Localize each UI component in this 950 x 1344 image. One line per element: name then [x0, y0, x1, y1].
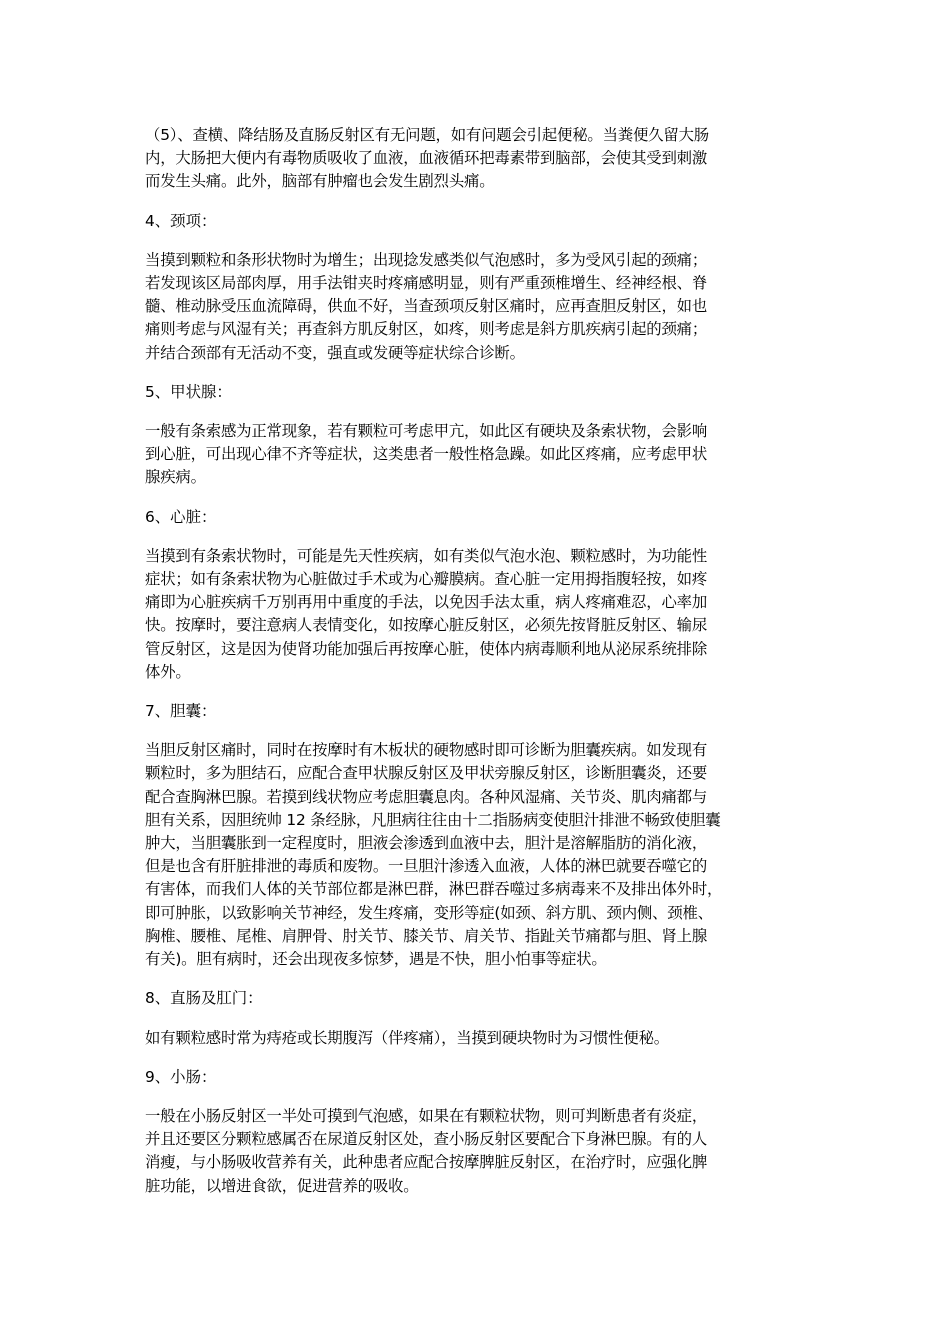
text-line: 一般有条索感为正常现象，若有颗粒可考虑甲亢，如此区有硬块及条索状物，会影响 — [145, 422, 708, 441]
text-line: 内，大肠把大便内有毒物质吸收了血液，血液循环把毒素带到脑部，会使其受到刺激 — [145, 149, 708, 168]
text-line: 消瘦，与小肠吸收营养有关，此种患者应配合按摩脾脏反射区，在治疗时，应强化脾 — [145, 1153, 708, 1172]
text-line: 痛则考虑与风湿有关；再查斜方肌反射区，如疼，则考虑是斜方肌疾病引起的颈痛； — [145, 320, 708, 339]
text-line: 症状；如有条索状物为心脏做过手术或为心瓣膜病。查心脏一定用拇指腹轻按，如疼 — [145, 570, 708, 589]
section-heading-neck — [145, 210, 808, 233]
text-line: 若发现该区局部肉厚，用手法钳夹时疼痛感明显，则有严重颈椎增生、经神经根、脊 — [145, 274, 708, 293]
text-line: 肿大，当胆囊胀到一定程度时，胆液会渗透到血液中去，胆汁是溶解脂肪的消化液， — [145, 834, 708, 853]
text-line: 有关)。胆有病时，还会出现夜多惊梦，遇是不快，胆小怕事等症状。 — [145, 950, 607, 969]
section-heading-small-intestine — [145, 1066, 808, 1089]
text-line: 有害体，而我们人体的关节部位都是淋巴群，淋巴群吞噬过多病毒来不及排出体外时， — [145, 880, 723, 899]
text-line: 管反射区，这是因为使肾功能加强后再按摩心脏，使体内病毒顺利地从泌尿系统排除 — [145, 639, 708, 658]
text-line: 髓、椎动脉受压血流障碍，供血不好，当查颈项反射区痛时，应再查胆反射区，如也 — [145, 297, 708, 316]
text-line: 并且还要区分颗粒感属否在尿道反射区处，查小肠反射区要配合下身淋巴腺。有的人 — [145, 1130, 708, 1149]
paragraph-colon-rectum — [145, 124, 808, 194]
text-line: 痛即为心脏疾病千万别再用中重度的手法，以免因手法太重，病人疼痛难忍，心率加 — [145, 593, 708, 612]
text-line: 腺疾病。 — [145, 468, 206, 487]
heading-text: 8、直肠及肛门： — [145, 989, 263, 1008]
paragraph-thyroid — [145, 420, 808, 490]
heading-text: 5、甲状腺： — [145, 382, 232, 401]
text-line: 即可肿胀，以致影响关节神经，发生疼痛，变形等症(如颈、斜方肌、颈内侧、颈椎、 — [145, 903, 713, 922]
text-line: 当摸到有条索状物时，可能是先天性疾病，如有类似气泡水泡、颗粒感时，为功能性 — [145, 546, 708, 565]
section-heading-rectum-anus — [145, 987, 808, 1010]
document-page — [145, 124, 808, 1214]
heading-text: 9、小肠： — [145, 1067, 217, 1086]
paragraph-gallbladder — [145, 739, 808, 971]
text-line: 当胆反射区痛时，同时在按摩时有木板状的硬物感时即可诊断为胆囊疾病。如发现有 — [145, 741, 708, 760]
paragraph-small-intestine — [145, 1105, 808, 1198]
section-heading-heart — [145, 506, 808, 529]
text-line: 而发生头痛。此外，脑部有肿瘤也会发生剧烈头痛。 — [145, 172, 495, 191]
text-line: 胆有关系，因胆统帅 12 条经脉，凡胆病往往由十二指肠病变使胆汁排泄不畅致使胆囊 — [145, 810, 721, 829]
paragraph-rectum-anus — [145, 1027, 808, 1050]
text-line: 颗粒时，多为胆结石，应配合查甲状腺反射区及甲状旁腺反射区，诊断胆囊炎，还要 — [145, 764, 708, 783]
text-line: 胸椎、腰椎、尾椎、肩胛骨、肘关节、膝关节、肩关节、指趾关节痛都与胆、肾上腺 — [145, 926, 708, 945]
text-line: 体外。 — [145, 662, 191, 681]
text-line: 到心脏，可出现心律不齐等症状，这类患者一般性格急躁。如此区疼痛，应考虑甲状 — [145, 445, 708, 464]
text-line: 并结合颈部有无活动不变，强直或发硬等症状综合诊断。 — [145, 343, 525, 362]
text-line: 一般在小肠反射区一半处可摸到气泡感，如果在有颗粒状物，则可判断患者有炎症， — [145, 1106, 708, 1125]
section-heading-gallbladder — [145, 700, 808, 723]
heading-text: 6、心脏： — [145, 507, 217, 526]
text-line: 快。按摩时，要注意病人表情变化，如按摩心脏反射区，必须先按肾脏反射区、输尿 — [145, 616, 708, 635]
text-line: 但是也含有肝脏排泄的毒质和废物。一旦胆汁渗透入血液，人体的淋巴就要吞噬它的 — [145, 857, 708, 876]
text-line: （5）、查横、降结肠及直肠反射区有无问题，如有问题会引起便秘。当粪便久留大肠 — [145, 126, 709, 144]
heading-text: 7、胆囊： — [145, 702, 217, 721]
text-line: 如有颗粒感时常为痔疮或长期腹泻（伴疼痛），当摸到硬块物时为习惯性便秘。 — [145, 1028, 669, 1047]
paragraph-neck — [145, 249, 808, 365]
heading-text: 4、颈项： — [145, 211, 217, 230]
section-heading-thyroid — [145, 381, 808, 404]
text-line: 配合查胸淋巴腺。若摸到线状物应考虑胆囊息肉。各种风湿痛、关节炎、肌肉痛都与 — [145, 787, 708, 806]
text-line: 脏功能，以增进食欲，促进营养的吸收。 — [145, 1176, 419, 1195]
text-line: 当摸到颗粒和条形状物时为增生；出现捻发感类似气泡感时，多为受风引起的颈痛； — [145, 250, 708, 269]
paragraph-heart — [145, 545, 808, 684]
